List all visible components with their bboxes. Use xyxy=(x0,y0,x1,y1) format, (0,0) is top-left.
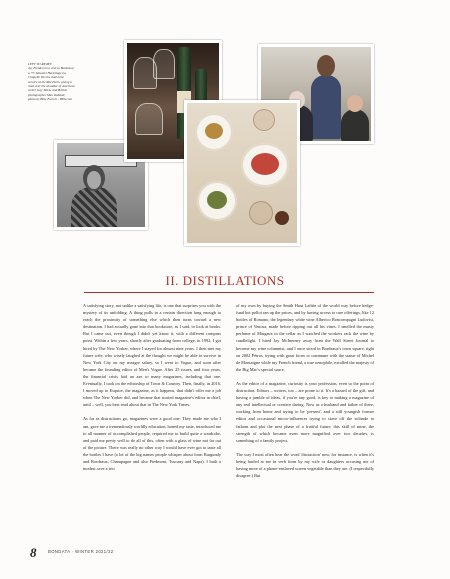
caption-line: LEFT TO RIGHT: xyxy=(28,62,53,66)
running-head: BONDATA · WINTER 2021/22 xyxy=(48,549,114,554)
paragraph: As far as distractions go, magazines were a good one. They made me who I am, gave me a tremendously worldly education, honed my taste, introduced me to all manner of accomplished people, required me to build quite a wardrobe, and paid me pretty well to do all of this, often with a glass of wine not far out of the picture. There was really no other way I would have ever got to taste all the bottles I have (a lot of the big names people whisper about from Burgundy and Bordeaux, Champagne and also Piedmont, Tuscany and Napa). I built a modest cave a trio xyxy=(83,416,221,472)
caption-line: writer Gay Talese and British xyxy=(28,88,68,93)
section-title: II. DISTILLATIONS xyxy=(165,273,285,288)
title-rule xyxy=(84,292,374,293)
photo-food-on-table xyxy=(184,100,300,246)
caption-line: service at the Ritz Paris, giving a xyxy=(28,79,72,84)
caption-line: a '73 Jaboulet Hermitage La xyxy=(28,70,66,75)
body-column-left xyxy=(83,302,221,479)
caption-line: Jay Fielden on a visit to Bordeaux; xyxy=(28,66,75,71)
photo-caption xyxy=(28,62,120,102)
caption-line: photographer Max Vadukul; xyxy=(28,92,66,97)
paragraph: A satisfying story, not unlike a satisfying life, is one that surprises you with the mystery of its unfolding. A thing pulls in a certain direction long enough to reach the proximity of something else which then turns toward a new destination. I had actually gone into that bookstore, as I said, to look at books. But I came out, even though I didn't yet know it, with a different compass point. Within a few years, shortly after graduating from college, in 1992, I got hired by The New Yorker, where I stayed for almost nine years. I then met my future wife, who wisely laughed at the thought we might be able to survive in New York City on my meagre salary, so I went to Vogue, and soon after became the founding editor of Men's Vogue. After 25 issues, and four years, the financial crisis laid an axe to many magazines, including that one. Eventually, I took on the editorship of Town & Country. Then, finally, in 2016, I moved up to Esquire, the magazine, as it happens, that didn't offer me a job when The New Yorker did, and became that storied magazine's editor in chief, until – well, you best read about that in The New York Times. xyxy=(83,303,221,408)
paragraph: The way I most often hear the word 'distraction' now, for instance, is when it's being hurled at me in verb form by my wife or daughters accusing me of having more of a phone-enslaved screen vegetable than they are. (I respectfully disagree.) But xyxy=(236,451,374,479)
caption-line: photo by Billy Farrell – BFA.com xyxy=(28,97,72,102)
caption-line: read over the shoulder of American xyxy=(28,84,75,89)
paragraph: As the editor of a magazine, curiosity is your profession, even to the point of distraction. Editors – writers, too – are prone to it. It's a hazard of the gift, and having a jumble of ideas, if you're any good, is key to making a magazine of any real intellectual or creative daring. Now as a husband and father of three, working from home and trying to be 'present', and a still youngish former editor and occasional micro-influencer trying to stave off the solitude to fathom and plot the next phase of a fruitful future, this skill of mine, the strength of which became even more magnified over two decades, is something of a family project. xyxy=(236,380,374,443)
page-number: 8 xyxy=(30,545,37,560)
caption-line: Chapelle hits the dual-tone xyxy=(28,75,64,80)
body-column-right xyxy=(236,302,374,486)
paragraph: of my own by buying the Smith Haut Lafitte of the world way before hedge-fund hot polloi ran up the prices, and by having access to rare offerings, like 12 bottles of Romano, the legendary white wine Alberico Boncompagni Ludovisi, prince of Venosa, made before ripping out all his vines. I smelled the musty perfume of Margaux in the cellar as I watched the workers rack the wine by candlelight. I hired Jay McInerney away from the Wall Street Journal to become my wine columnist, and I once stood in Bordeaux's town square, tight on 2002 Pétrus, trying with great focus to commune with the statue of Michel de Montaigne while my French friend, a true oenophile, extolled the majesty of the Big Mac's special sauce. xyxy=(236,303,374,372)
